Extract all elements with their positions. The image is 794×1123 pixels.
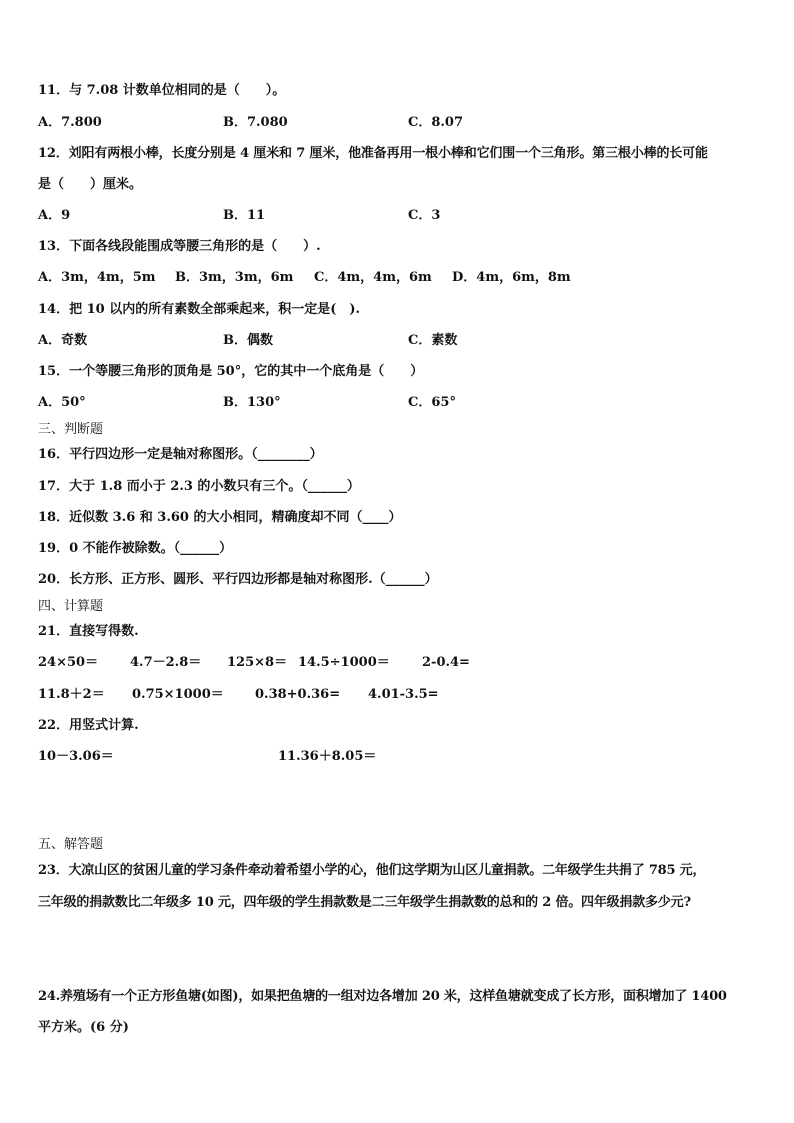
question-24-line1: 24.养殖场有一个正方形鱼塘(如图)，如果把鱼塘的一组对边各增加 20 米，这样鱼塘就变成了长方形，面积增加了 1400: [38, 989, 727, 1004]
calc-item: 4.7－2.8＝: [130, 655, 202, 670]
section-5-heading: 五、解答题: [38, 837, 104, 852]
question-11-stem: 11．与 7.08 计数单位相同的是（ ）。: [38, 83, 286, 98]
question-22-stem: 22．用竖式计算.: [38, 718, 139, 733]
calc-item: 14.5÷1000＝: [298, 655, 390, 670]
question-16: 16．平行四边形一定是轴对称图形。（________）: [38, 447, 323, 462]
question-13-stem: 13．下面各线段能围成等腰三角形的是（ ）.: [38, 239, 321, 254]
question-12-stem-line2: 是（ ）厘米。: [38, 177, 143, 192]
question-18: 18．近似数 3.6 和 3.60 的大小相同，精确度却不同（____）: [38, 510, 402, 525]
option-a: A．3m，4m，5m: [38, 270, 156, 285]
option-c: C．8.07: [408, 115, 464, 130]
question-17: 17．大于 1.8 而小于 2.3 的小数只有三个。（______）: [38, 479, 360, 494]
question-19: 19．0 不能作被除数。（______）: [38, 541, 233, 556]
option-b: B．130°: [223, 395, 281, 410]
calc-item: 125×8＝: [227, 655, 288, 670]
question-21-stem: 21．直接写得数.: [38, 624, 139, 639]
option-d: D．4m，6m，8m: [452, 270, 571, 285]
question-15-stem: 15．一个等腰三角形的顶角是 50°，它的其中一个底角是（ ）: [38, 364, 424, 379]
question-23-line1: 23．大凉山区的贫困儿童的学习条件牵动着希望小学的心，他们这学期为山区儿童捐款。二年级学生共捐了 785 元，: [38, 863, 706, 878]
calc-item: 11.36＋8.05＝: [278, 749, 377, 764]
option-b: B．11: [223, 208, 266, 223]
calc-item: 24×50＝: [38, 655, 99, 670]
option-a: A．7.800: [38, 115, 102, 130]
question-14-stem: 14．把 10 以内的所有素数全部乘起来，积一定是( ).: [38, 302, 361, 317]
option-c: C．3: [408, 208, 441, 223]
calc-item: 0.38+0.36=: [255, 687, 341, 702]
calc-item: 11.8＋2＝: [38, 687, 105, 702]
option-c: C．65°: [408, 395, 456, 410]
option-a: A．9: [38, 208, 71, 223]
option-b: B．7.080: [223, 115, 288, 130]
option-c: C．4m，4m，6m: [314, 270, 432, 285]
section-4-heading: 四、计算题: [38, 599, 104, 614]
section-3-heading: 三、判断题: [38, 422, 104, 437]
option-b: B．3m，3m，6m: [175, 270, 294, 285]
calc-item: 10－3.06＝: [38, 749, 114, 764]
option-c: C．素数: [408, 333, 458, 348]
question-23-line2: 三年级的捐款数比二年级多 10 元，四年级的学生捐款数是二三年级学生捐款数的总和的 2 倍。四年级捐款多少元?: [38, 895, 691, 910]
option-a: A．奇数: [38, 333, 88, 348]
calc-item: 4.01-3.5=: [368, 687, 439, 702]
option-b: B．偶数: [223, 333, 273, 348]
calc-item: 2-0.4=: [422, 655, 470, 670]
question-12-stem-line1: 12．刘阳有两根小棒，长度分别是 4 厘米和 7 厘米，他准备再用一根小棒和它们围一个三角形。第三根小棒的长可能: [38, 146, 708, 161]
option-a: A．50°: [38, 395, 86, 410]
calc-item: 0.75×1000＝: [132, 687, 224, 702]
question-24-line2: 平方米。(6 分): [38, 1020, 129, 1035]
question-20: 20．长方形、正方形、圆形、平行四边形都是轴对称图形.（______）: [38, 572, 438, 587]
